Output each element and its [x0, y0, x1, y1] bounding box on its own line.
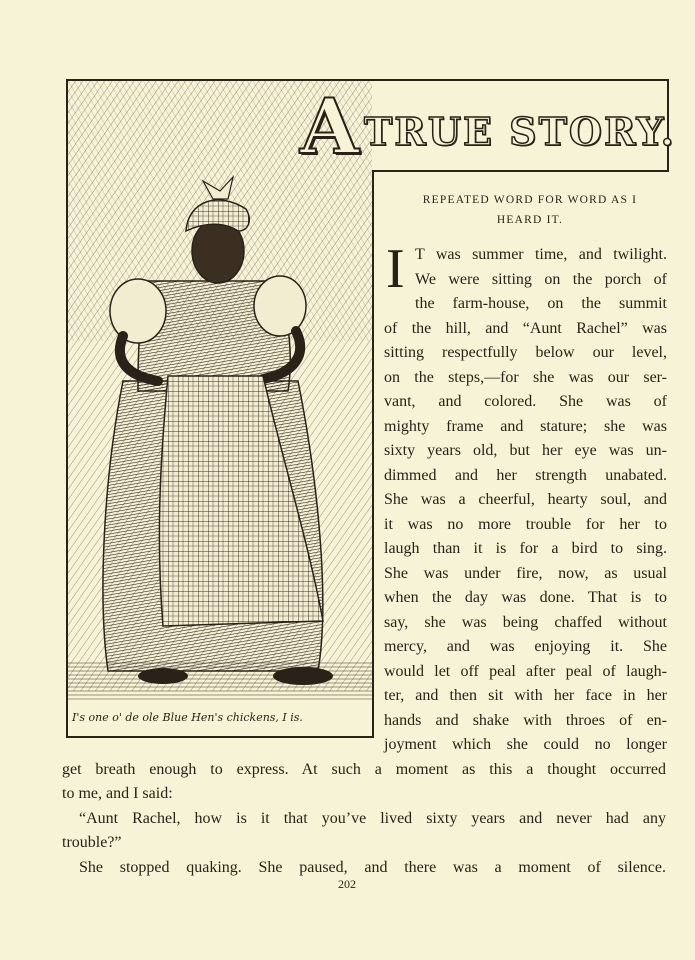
subtitle-line-1: REPEATED WORD FOR WORD AS I	[422, 194, 638, 206]
body-line: the farm-house, on the summit	[415, 295, 667, 312]
body-line: dimmed and her strength unabated.	[384, 466, 667, 484]
body-line: hands and shake with throes of en-	[384, 711, 667, 729]
body-line: it was no more trouble for her to	[384, 515, 667, 533]
body-line: We were sitting on the porch of	[415, 270, 667, 288]
body-line: to me, and I said:	[62, 785, 173, 802]
subtitle-line-2: HEARD IT.	[496, 214, 564, 226]
body-line: trouble?”	[62, 834, 122, 851]
body-line: ter, and then sit with her face in her	[384, 687, 667, 704]
body-line: She was under fire, now, as usual	[384, 564, 667, 582]
body-line: She stopped quaking. She paused, and there was a moment of silence.	[79, 858, 666, 876]
body-line: mercy, and was enjoying it. She	[384, 638, 667, 655]
body-line: joyment which she could no longer	[384, 736, 667, 753]
body-line: vant, and colored. She was of	[384, 393, 667, 410]
title-rest: TRUE STORY.	[363, 109, 676, 154]
page-title	[300, 82, 676, 171]
body-line: would let off peal after peal of laugh-	[384, 662, 667, 680]
body-line: when the day was done. That is to	[384, 589, 667, 606]
body-line: say, she was being chaffed without	[384, 613, 667, 631]
frame-border-inner-vertical	[372, 170, 374, 738]
body-line: laugh than it is for a bird to sing.	[384, 540, 667, 557]
body-line: of the hill, and “Aunt Rachel” was	[384, 319, 667, 337]
frame-border-inner-horizontal	[372, 170, 669, 172]
title-initial: A	[300, 82, 360, 171]
drop-cap: I	[386, 238, 405, 300]
sleeve-left	[110, 279, 166, 343]
foot-left	[138, 668, 188, 684]
page-number: 202	[338, 877, 356, 891]
body-line: T was summer time, and twilight.	[415, 246, 667, 263]
body-line: on the steps,—for she was our ser-	[384, 368, 667, 386]
illustration-caption: I's one o' de ole Blue Hen's chickens, I is.	[72, 711, 303, 724]
body-line: get breath enough to express. At such a moment as this a thought occurred	[62, 760, 666, 778]
body-line: sixty years old, but her eye was un-	[384, 442, 667, 459]
engraving-illustration	[68, 81, 372, 736]
body-line: “Aunt Rachel, how is it that you’ve lived sixty years and never had any	[79, 809, 666, 827]
body-line: mighty frame and stature; she was	[384, 417, 667, 435]
foot-right	[273, 667, 333, 685]
subtitle	[384, 190, 676, 230]
body-line: She was a cheerful, hearty soul, and	[384, 491, 667, 508]
frame-border-bottom	[66, 736, 372, 738]
body-line: sitting respectfully below our level,	[384, 344, 667, 361]
